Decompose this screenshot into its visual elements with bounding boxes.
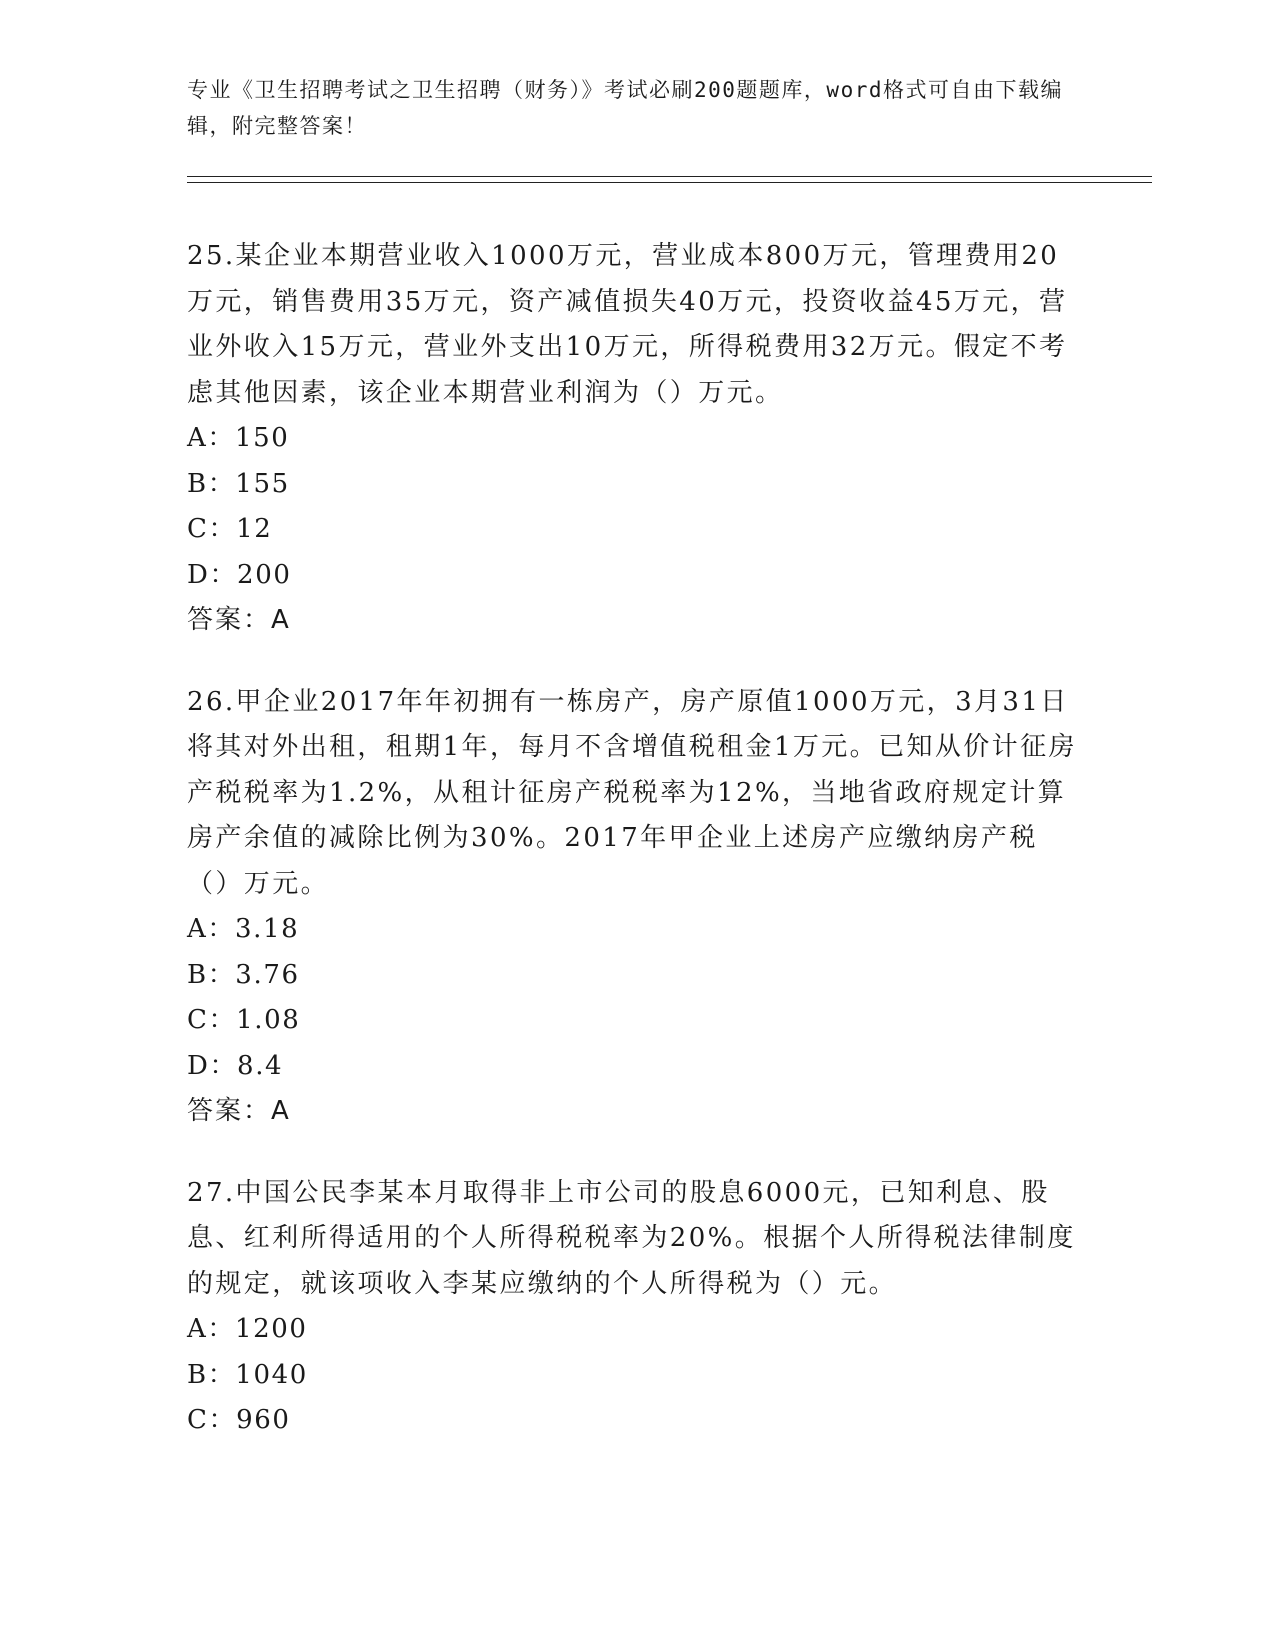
option-a: A：1200	[187, 1314, 308, 1344]
question-26	[187, 680, 1087, 1135]
question-list	[187, 234, 1087, 1480]
header-divider-top	[187, 176, 1152, 177]
answer-line: 答案：A	[187, 605, 291, 635]
answer-line: 答案：A	[187, 1096, 291, 1126]
header-divider-bottom	[187, 182, 1152, 183]
option-d: D：200	[187, 559, 292, 590]
question-27	[187, 1171, 1087, 1444]
option-c: C：12	[187, 514, 273, 544]
option-b: B：155	[187, 468, 290, 499]
option-c: C：960	[187, 1405, 291, 1435]
option-a: A：3.18	[187, 914, 300, 944]
question-stem: 27.中国公民李某本月取得非上市公司的股息6000元，已知利息、股息、红利所得适用的个人所得税税率为20%。根据个人所得税法律制度的规定，就该项收入李某应缴纳的个人所得税为（）元。	[187, 1177, 1076, 1299]
option-b: B：3.76	[187, 959, 300, 990]
option-c: C：1.08	[187, 1005, 301, 1035]
question-stem: 25.某企业本期营业收入1000万元，营业成本800万元，管理费用20万元，销售费用35万元，资产减值损失40万元，投资收益45万元，营业外收入15万元，营业外支出10万元，所得税费用32万元。假定不考虑其他因素，该企业本期营业利润为（）万元。	[187, 241, 1068, 408]
question-25	[187, 234, 1087, 644]
question-stem: 26.甲企业2017年年初拥有一栋房产，房产原值1000万元，3月31日将其对外出租，租期1年，每月不含增值税租金1万元。已知从价计征房产税税率为1.2%，从租计征房产税税率为12%，当地省政府规定计算房产余值的减除比例为30%。2017年甲企业上述房产应缴纳房产税（）万元。	[187, 686, 1077, 899]
option-b: B：1040	[187, 1359, 308, 1390]
option-d: D：8.4	[187, 1050, 284, 1081]
option-a: A：150	[187, 423, 290, 453]
document-header: 专业《卫生招聘考试之卫生招聘（财务）》考试必刷200题题库，word格式可自由下载编辑，附完整答案！	[187, 78, 1063, 138]
